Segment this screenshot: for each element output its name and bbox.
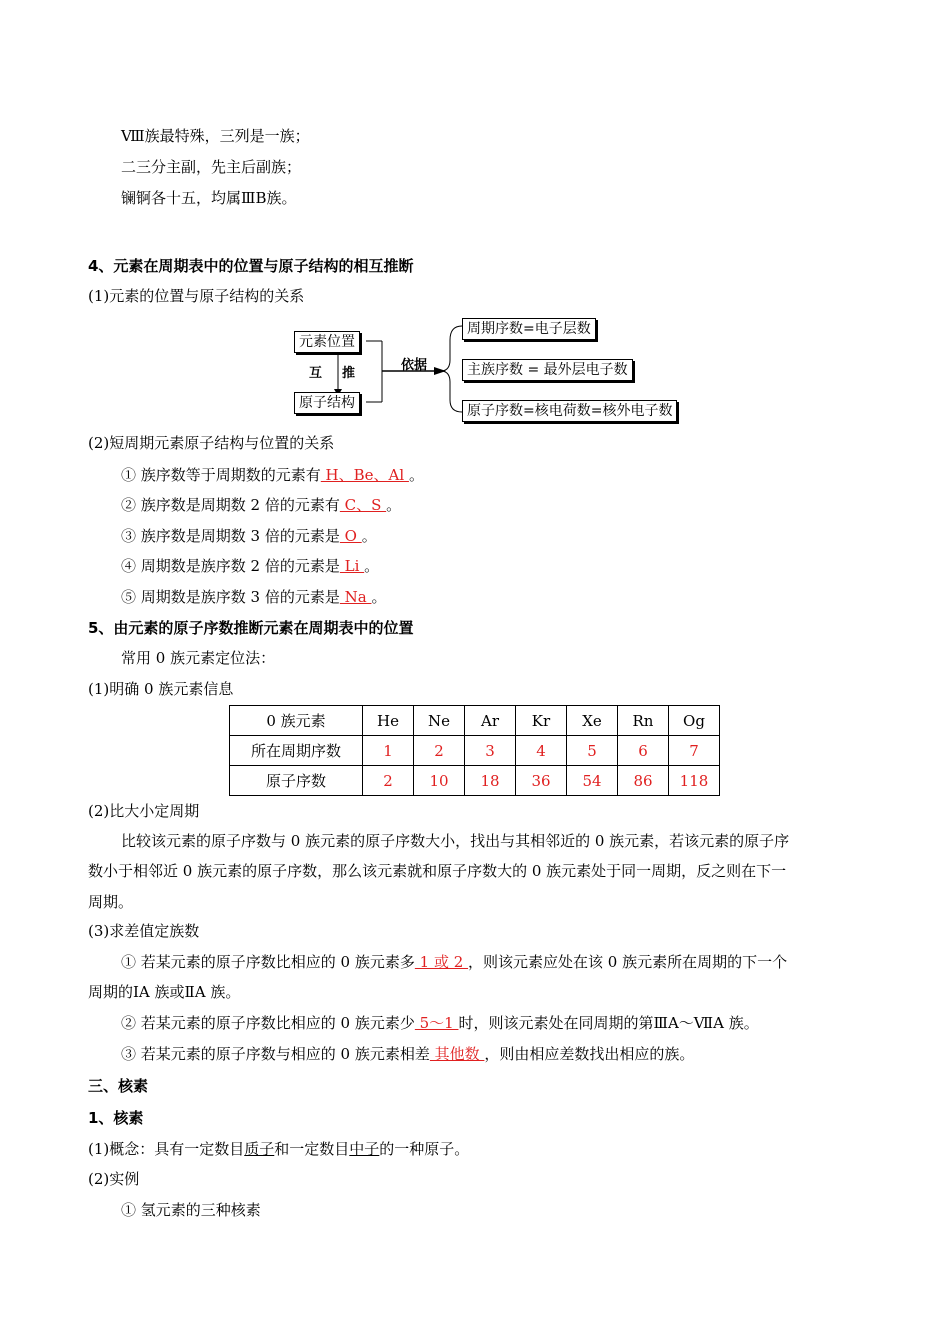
rule-text: ④ 周期数是族序数 2 倍的元素是 xyxy=(121,557,340,575)
table-row-label: 所在周期序数 xyxy=(230,736,363,766)
table-cell: 118 xyxy=(669,766,720,796)
table-header-cell: Ne xyxy=(414,706,465,736)
section-4-sub2: (2)短周期元素原子结构与位置的关系 xyxy=(88,434,335,452)
difference-rule-2 xyxy=(121,1013,759,1033)
rule-answer: 其他数 xyxy=(429,1045,485,1063)
table-header-cell: Xe xyxy=(567,706,618,736)
nuclide-example-heading: (2)实例 xyxy=(88,1170,140,1188)
difference-rule-1 xyxy=(121,952,787,972)
table-cell: 6 xyxy=(618,736,669,766)
table-cell: 10 xyxy=(414,766,465,796)
rule-text: ⑤ 周期数是族序数 3 倍的元素是 xyxy=(121,588,340,606)
difference-rule-1-cont: 周期的ⅠA 族或ⅡA 族。 xyxy=(88,983,241,1001)
table-row xyxy=(230,766,720,796)
section-4-sub1: (1)元素的位置与原子结构的关系 xyxy=(88,287,305,305)
rule-end: ，则该元素应处在该 0 族元素所在周期的下一个 xyxy=(468,953,788,971)
rule-end: 。 xyxy=(371,588,387,606)
mnemonic-line-3: 镧锕各十五，均属ⅢB族。 xyxy=(121,189,297,207)
rule-answer: Li xyxy=(339,557,365,575)
difference-rule-3 xyxy=(121,1044,694,1064)
table-row xyxy=(230,706,720,736)
concept-neutron: 中子 xyxy=(349,1140,380,1158)
table-header-cell: Rn xyxy=(618,706,669,736)
rule-item-4 xyxy=(121,556,379,576)
mutual-label-b: 推 xyxy=(342,366,356,381)
section-5-sub2: (2)比大小定周期 xyxy=(88,802,200,820)
section-5-sub1: (1)明确 0 族元素信息 xyxy=(88,680,234,698)
rule-answer: 5～1 xyxy=(414,1014,459,1032)
mnemonic-line-1: Ⅷ族最特殊，三列是一族； xyxy=(121,127,310,145)
table-header-cell: Og xyxy=(669,706,720,736)
section-4-title: 4、元素在周期表中的位置与原子结构的相互推断 xyxy=(88,257,414,275)
section-3-title: 三、核素 xyxy=(88,1077,149,1095)
rule-text: ③ 族序数是周期数 3 倍的元素是 xyxy=(121,527,340,545)
rule-text: ① 族序数等于周期数的元素有 xyxy=(121,466,321,484)
atomic-structure-box: 原子结构 xyxy=(294,392,360,414)
element-position-box: 元素位置 xyxy=(294,331,360,353)
compare-paragraph-line-2: 数小于相邻近 0 族元素的原子序数，那么该元素就和原子序数大的 0 族元素处于同一周期，反之则在下一 xyxy=(88,862,787,880)
rule-item-5 xyxy=(121,587,386,607)
table-cell: 36 xyxy=(516,766,567,796)
concept-proton: 质子 xyxy=(244,1140,275,1158)
rule-answer: C、S xyxy=(339,496,387,514)
table-cell: 2 xyxy=(414,736,465,766)
mnemonic-line-2: 二三分主副，先主后副族； xyxy=(121,158,302,176)
concept-text: (1)概念：具有一定数目 xyxy=(88,1140,245,1158)
basis-label: 依据 xyxy=(401,358,428,373)
rule-text: ③ 若某元素的原子序数与相应的 0 族元素相差 xyxy=(121,1045,430,1063)
rule-text: ② 若某元素的原子序数比相应的 0 族元素少 xyxy=(121,1014,415,1032)
rule-end: 。 xyxy=(408,466,424,484)
table-header-cell: 0 族元素 xyxy=(230,706,363,736)
section-3-sub: 1、核素 xyxy=(88,1109,144,1127)
table-header-cell: Ar xyxy=(465,706,516,736)
rule-item-3 xyxy=(121,526,377,546)
nuclide-concept xyxy=(88,1139,469,1159)
concept-text: 和一定数目 xyxy=(274,1140,350,1158)
rule-answer: 1 或 2 xyxy=(414,953,469,971)
compare-paragraph-line-1: 比较该元素的原子序数与 0 族元素的原子序数大小，找出与其相邻近的 0 族元素，若该元素的原子序 xyxy=(121,832,790,850)
table-cell: 2 xyxy=(363,766,414,796)
table-header-cell: He xyxy=(363,706,414,736)
group-rule-box: 主族序数 = 最外层电子数 xyxy=(462,359,633,381)
section-5-intro: 常用 0 族元素定位法： xyxy=(121,649,276,667)
table-cell: 1 xyxy=(363,736,414,766)
mutual-label-a: 互 xyxy=(309,366,323,381)
table-cell: 5 xyxy=(567,736,618,766)
rule-item-2 xyxy=(121,495,401,515)
table-cell: 86 xyxy=(618,766,669,796)
section-5-sub3: (3)求差值定族数 xyxy=(88,922,200,940)
rule-end: 时，则该元素处在同周期的第ⅢA～ⅦA 族。 xyxy=(458,1014,759,1032)
table-row xyxy=(230,736,720,766)
rule-answer: Na xyxy=(339,588,372,606)
rule-answer: H、Be、Al xyxy=(320,466,409,484)
rule-end: 。 xyxy=(386,496,402,514)
rule-text: ② 族序数是周期数 2 倍的元素有 xyxy=(121,496,340,514)
table-header-cell: Kr xyxy=(516,706,567,736)
noble-gas-table xyxy=(229,705,720,796)
rule-answer: O xyxy=(339,527,362,545)
compare-paragraph-line-3: 周期。 xyxy=(88,893,134,911)
rule-end: ，则由相应差数找出相应的族。 xyxy=(484,1045,695,1063)
rule-item-1 xyxy=(121,465,424,485)
nuclide-example-1: ① 氢元素的三种核素 xyxy=(121,1201,261,1219)
rule-end: 。 xyxy=(364,557,380,575)
table-cell: 7 xyxy=(669,736,720,766)
table-row-label: 原子序数 xyxy=(230,766,363,796)
atomic-number-rule-box: 原子序数=核电荷数=核外电子数 xyxy=(462,400,677,422)
table-cell: 18 xyxy=(465,766,516,796)
period-rule-box: 周期序数=电子层数 xyxy=(462,318,596,340)
table-cell: 54 xyxy=(567,766,618,796)
table-cell: 3 xyxy=(465,736,516,766)
rule-end: 。 xyxy=(361,527,377,545)
table-cell: 4 xyxy=(516,736,567,766)
concept-text: 的一种原子。 xyxy=(379,1140,470,1158)
rule-text: ① 若某元素的原子序数比相应的 0 族元素多 xyxy=(121,953,415,971)
section-5-title: 5、由元素的原子序数推断元素在周期表中的位置 xyxy=(88,619,414,637)
